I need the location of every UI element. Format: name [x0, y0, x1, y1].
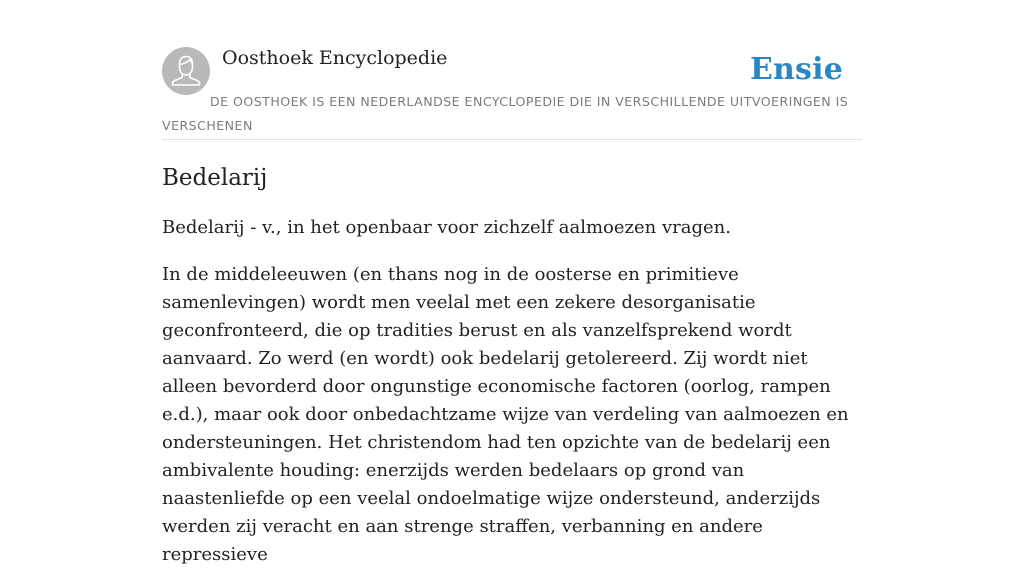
ensie-logo[interactable]: Ensie [749, 52, 843, 87]
article [162, 162, 864, 588]
site-header [162, 44, 862, 140]
user-avatar-icon[interactable] [162, 47, 210, 95]
article-title: Bedelarij [162, 165, 268, 191]
article-definition: Bedelarij - v., in het openbaar voor zichzelf aalmoezen vragen. [162, 217, 731, 238]
site-tagline: DE OOSTHOEK IS EEN NEDERLANDSE ENCYCLOPEDIE DIE IN VERSCHILLENDE UITVOERINGEN IS VERSCHENEN [162, 94, 849, 133]
article-body-paragraph: In de middeleeuwen (en thans nog in de oosterse en primitieve samenlevingen) wordt men veelal met een zekere desorganisatie geconfronteerd, die op tradities berust en als vanzelfsprekend wordt aanvaard. Zo werd (en wordt) ook bedelarij getolereerd. Zij wordt niet alleen bevorderd door ongunstige economische factoren (oorlog, rampen e.d.), maar ook door onbedachtzame wijze van verdeling van aalmoezen en ondersteuningen. Het christendom had ten opzichte van de bedelarij een ambivalente houding: enerzijds werden bedelaars op grond van naastenliefde op een veelal ondoelmatige wijze ondersteund, anderzijds werden zij veracht en aan strenge straffen, verbanning en andere repressieve [162, 264, 849, 565]
site-name-link[interactable]: Oosthoek Encyclopedie [222, 47, 448, 69]
